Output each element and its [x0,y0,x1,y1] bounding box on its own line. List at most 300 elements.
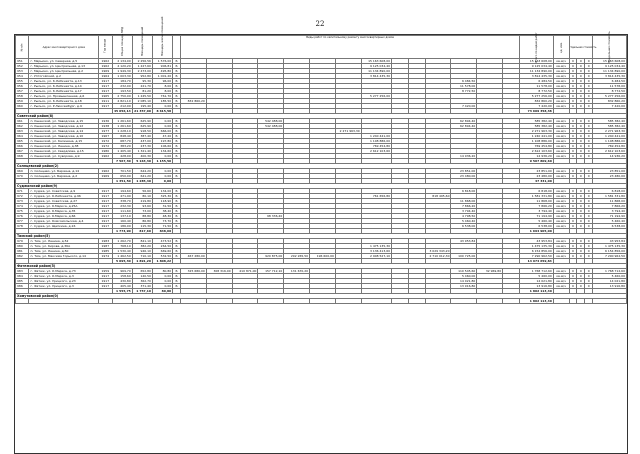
table-cell: 0 [585,169,593,174]
table-cell: 197,80 [152,139,172,144]
register-table-frame [14,16,628,454]
table-cell: 963 [16,129,29,134]
table-cell: 3 814 435,30 [593,74,627,79]
table-cell: 2 612 103,60 [361,149,391,154]
table-cell: 0 [585,209,593,214]
table-cell: г. Рыльск, ул. Промышленная, д.6 [29,94,99,99]
table-cell: 14 936,20 [593,154,627,159]
table-cell: 292 265,50 [284,254,310,259]
table-cell: 0 [585,129,593,134]
table-cell [112,299,132,304]
table-cell: 0 [569,124,577,129]
table-cell: 6 484,50 [520,79,554,84]
table-cell: 8,00 [152,84,172,89]
table-cell: 971 [16,189,29,194]
table-cell: 1967 [99,134,112,139]
table-cell: 532,50 [152,254,172,259]
table-cell: 5 460,40 [520,219,554,224]
table-cell: Б [173,124,181,129]
table-cell: 650,00 [112,174,132,179]
table-cell: Б [173,199,181,204]
table-cell [585,299,593,304]
table-cell: 986 [16,284,29,289]
table-cell: 1 261,60 [112,124,132,129]
table-cell: кв.м/ч [553,149,569,154]
table-cell [284,299,310,304]
table-cell: 701,50 [112,169,132,174]
table-cell: 7 420,00 [520,104,554,109]
table-cell: 96,00 [152,79,172,84]
section-title: Суджанский район(9) [16,184,627,189]
table-cell: 0,00 [152,284,172,289]
header-area-res: Площадь помещений [132,36,152,59]
table-cell: 0 [569,214,577,219]
table-cell: кв.м/ч [553,59,569,64]
table-cell: 1 240 441,00 [520,134,554,139]
table-cell: 2 085,10 [132,99,152,104]
table-cell: кв.м/ч [553,194,569,199]
table-cell: 0 [577,119,585,124]
table-cell: 11 134 890,00 [520,69,554,74]
table-cell: 1 462,50 [112,254,132,259]
table-cell: п. Тим, ул. Ленина, д.50 [29,249,99,254]
table-cell: 237,30 [132,144,152,149]
table-body [16,59,627,304]
table-cell: 832 860,20 [181,99,207,104]
table-cell: 0 [585,149,593,154]
table-cell [335,299,361,304]
table-cell: кв.м/ч [553,219,569,224]
table-cell: п. Кшенский, ул. Заводская, д.10 [29,134,99,139]
table-cell: 542 488,00 [258,119,284,124]
table-cell: 193,50 [112,89,132,94]
table-cell: Б [173,244,181,249]
table-cell: 2 134,00 [112,59,132,64]
table-cell: 11 868,00 [520,199,554,204]
table-cell: 0 [569,139,577,144]
table-cell: 954 [16,74,29,79]
table-cell [310,299,336,304]
table-cell: 11 134 890,00 [361,69,391,74]
section-title: Тимский район(5) [16,234,627,239]
table-cell: 0 [577,169,585,174]
table-cell: кв.м/ч [553,209,569,214]
table-cell: Б [173,69,181,74]
table-cell: 3 136 413,60 [361,249,391,254]
table-cell: 0 [569,219,577,224]
table-cell: 1 228,10 [112,129,132,134]
table-cell: кв.м/ч [553,269,569,274]
table-cell: 0 [585,279,593,284]
table-cell: 1936 [99,119,112,124]
table-cell: 5 460,00 [520,274,554,279]
table-cell: 2 271 963,30 [593,129,627,134]
table-cell: 3 794,40 [593,209,627,214]
table-cell: 45 056,14 [113,109,131,113]
table-cell: 0 [577,214,585,219]
table-cell: Б [173,139,181,144]
table-cell [392,299,409,304]
table-cell: 23 480,00 [520,174,554,179]
table-cell: 71,50 [152,224,172,229]
table-cell: г. Фатеж, ул. К.Маркса, д.73 [29,269,99,274]
table-cell [152,299,172,304]
header-work-types: Виды работ по капитальному ремонту многоквартирных домов [181,36,520,59]
table-cell: 7 290 962,50 [593,254,627,259]
table-cell: 962 [16,124,29,129]
table-cell: кв.м/ч [553,89,569,94]
table-cell: кв.м/ч [553,189,569,194]
table-cell: г. Рыльск, ул. К.Либкнехта, д.17 [29,89,99,94]
table-cell: 968 [16,154,29,159]
table-cell: 23 480,00 [593,174,627,179]
table-cell: п. Кшенский, ул. Ленина, д.38 [29,144,99,149]
table-cell: Б [173,174,181,179]
table-cell: 769 454,80 [593,144,627,149]
table-cell: 644,20 [132,169,152,174]
table-cell: 1917 [99,104,112,109]
table-cell: Б [173,79,181,84]
table-cell: 0 [577,69,585,74]
table-cell: кв.м/ч [553,204,569,209]
header-year: Год ввода [99,36,112,59]
table-cell: 972 [16,194,29,199]
table-cell: кв.м/ч [553,134,569,139]
table-cell: 761,70 [152,94,172,99]
table-cell: 625,90 [132,124,152,129]
table-cell: 0 [577,274,585,279]
table-cell: 0 [577,249,585,254]
table-cell: 71 194,90 [520,214,554,219]
table-cell: 951 [16,59,29,64]
header-no: № п/п [16,36,29,59]
table-cell: 6 818,00 [451,189,477,194]
table-cell: 1917 [99,224,112,229]
table-cell: 1917 [99,189,112,194]
table-cell: 7 567,30 [112,159,132,164]
table-cell [16,299,29,304]
table-cell: 428,00 [112,154,132,159]
table-cell: 1 581 331,80 [593,194,627,199]
table-cell: 1 262,70 [112,239,132,244]
table-cell: 585 382,40 [520,119,554,124]
table-cell: 969 [16,169,29,174]
table-cell: 43 953,84 [451,239,477,244]
table-cell: 832 860,20 [520,99,554,104]
table-cell: кв.м/ч [553,144,569,149]
table-cell: 157 712,10 [258,269,284,274]
table-cell: 111,60 [112,209,132,214]
table-cell: 1964 [99,74,112,79]
table-cell: 1 555,75 [112,289,132,294]
table-cell: 1 351,50 [112,179,132,184]
table-cell: 585 382,40 [520,124,554,129]
table-cell: 14 021,80 [593,279,627,284]
table-cell: 0 [585,194,593,199]
table-cell: 14 974 659,84 [520,259,554,264]
table-cell: 832 860,20 [593,99,627,104]
table-cell: 974 [16,204,29,209]
table-cell: 960 [16,104,29,109]
table-cell: 7 290 962,50 [520,254,554,259]
table-cell: 1985 [99,249,112,254]
table-cell: 0 [585,134,593,139]
table-cell: 7 866,20 [451,204,477,209]
table-cell: 959 [16,99,29,104]
table-cell [99,299,112,304]
table-cell: Б [173,269,181,274]
table-cell: 953 [16,69,29,74]
section-title: Советский район(8) [16,114,627,119]
table-cell: 952,80 [132,74,152,79]
table-cell: г. Марьино, ул. Центральная, д.13 [29,64,99,69]
table-cell: 47 331,00 [520,179,554,184]
table-cell [132,299,152,304]
table-cell: 0 [585,224,593,229]
table-cell: г. Марьино, ул. Центральная, д.2 [29,69,99,74]
table-cell: 958 [16,94,29,99]
table-cell: 48,30 [152,214,172,219]
table-cell: 56,60 [132,189,152,194]
table-cell: 1 475 135,30 [361,244,391,249]
table-cell: 1917 [99,214,112,219]
table-cell: 9 125 034,40 [520,64,554,69]
table-cell: 0 [577,149,585,154]
table-cell: кв.м/ч [553,284,569,289]
table-cell: 1 003,30 [112,74,132,79]
table-cell: 5 460,40 [593,219,627,224]
table-cell: Б [173,254,181,259]
table-cell: Б [173,274,181,279]
page-number: 22 [315,20,325,28]
table-cell: 0 [577,279,585,284]
table-cell: 669,60 [152,249,172,254]
table-cell: 0 [585,199,593,204]
table-cell: Б [173,134,181,139]
table-cell: 264,50 [152,244,172,249]
table-cell: 817,60 [132,229,152,234]
table-cell: 957 [16,89,29,94]
table-cell: 11 578,00 [593,84,627,89]
table-cell: 221,70 [132,84,152,89]
table-cell: 185,50 [152,99,172,104]
table-cell: 1974 [99,254,112,259]
table-cell: 1 321,40 [132,149,152,154]
table-cell: 100 725,00 [451,254,477,259]
table-cell: 6 538,00 [593,224,627,229]
table-cell: 0 [585,89,593,94]
table-cell: 979 [16,239,29,244]
table-cell: 73,00 [132,209,152,214]
table-cell: 848,60 [152,229,172,234]
table-cell: кв.м/ч [553,239,569,244]
table-cell: кв.м/ч [553,154,569,159]
table-cell: 0 [569,249,577,254]
table-cell: 62 894,40 [451,124,477,129]
table-cell: 0 [569,204,577,209]
table-cell: 93,60 [132,204,152,209]
header-area-live: Площадь жилых помещений [152,36,172,59]
table-cell: 14 021,80 [520,279,554,284]
table-cell: 0 [569,149,577,154]
table-cell: 338,70 [112,199,132,204]
table-cell: 7 866,20 [593,204,627,209]
table-cell: 818 495,60 [425,194,451,199]
header-limit: Предельная стоимость [593,36,627,59]
table-cell: Б [173,224,181,229]
table-cell: 0 [585,139,593,144]
header-unit: ед. изм. [553,36,569,59]
table-cell: 0 [577,94,585,99]
table-cell: 1 694 905,00 [520,229,554,234]
table-cell: 0 [585,64,593,69]
table-cell: 23 851,00 [451,169,477,174]
table-cell: 0 [585,119,593,124]
table-cell: 769 454,80 [520,144,554,149]
table-cell: 1972 [99,144,112,149]
table-cell: 982 [16,254,29,259]
table-cell: 1972 [99,139,112,144]
table-cell: 9 507 809,60 [520,159,554,164]
table-cell: 0 [569,169,577,174]
table-cell: 1 227,60 [132,64,152,69]
table-cell: 7 420,00 [451,104,477,109]
table-cell: 6 818,00 [520,189,554,194]
table-cell: 0 [585,94,593,99]
table-cell: г. Рыльск, ул. К.Либкнехта, д.13 [29,79,99,84]
table-cell: 8,00 [152,89,172,94]
table-cell: 400,30 [132,154,152,159]
table-cell: 1 802 113,40 [520,299,554,304]
table-cell: 687,70 [112,139,132,144]
table-cell: г. Фатеж, ул. К.Маркса, д.3 [29,274,99,279]
table-cell: 5 460,40 [451,219,477,224]
table-cell: 0 [569,99,577,104]
table-cell: 43 953,84 [593,239,627,244]
table-cell: 1911 [99,99,112,104]
table-cell: 1962 [99,59,112,64]
table-cell: 383,20 [112,144,132,149]
table-cell: г. Рыльск, ул. Р.Люксембург, д.9 [29,104,99,109]
table-cell: г. Марьино, ул. Северная, д.5 [29,59,99,64]
table-cell: г. Суджа, ул. Щепкина, д.16 [29,224,99,229]
table-cell: 23 851,00 [593,169,627,174]
table-cell: 212,00 [112,104,132,109]
table-cell: 106,60 [152,144,172,149]
table-cell: 652,80 [132,269,152,274]
table-cell: 13 916,80 [593,284,627,289]
table-cell: 0,00 [152,274,172,279]
table-cell: п. Кшенский, ул. Заводская, д.15 [29,119,99,124]
table-cell: кв.м/ч [553,94,569,99]
table-cell: п. Кшенский, ул. Калинина, д.15 [29,139,99,144]
table-cell: 1917 [99,204,112,209]
table-cell: Б [173,94,181,99]
table-cell: 0 [569,174,577,179]
header-spec: Удельная стоимость [569,36,593,59]
table-cell: 1917 [99,84,112,89]
table-cell: 6 818,00 [593,189,627,194]
table-cell: 62 894,40 [451,119,477,124]
table-cell: 6 154 856,00 [520,249,554,254]
table-cell: 2 710 012,30 [425,254,451,259]
table-cell: 4 798,50 [451,214,477,219]
table-cell: Б [173,64,181,69]
table-cell: 1917 [99,89,112,94]
table-cell: 0 [577,209,585,214]
table-cell: 71 194,90 [593,214,627,219]
section-total-row [16,299,627,304]
table-cell: 405,40 [112,284,132,289]
table-cell: 973 [16,199,29,204]
table-cell: кв.м/ч [553,139,569,144]
table-cell: 13 916,80 [520,284,554,289]
table-cell: 906,81 [152,64,172,69]
table-cell: 625,90 [132,119,152,124]
table-cell: 841,10 [132,239,152,244]
table-cell: 965 [16,139,29,144]
table-cell: 1 108 886,00 [593,139,627,144]
table-cell: 43 953,84 [520,239,554,244]
table-cell: 0 [577,254,585,259]
table-cell [173,299,181,304]
table-cell: 0 [585,274,593,279]
table-cell: 0 [577,144,585,149]
table-cell: 967 [16,149,29,154]
register-table [15,16,627,304]
header-address: Адрес многоквартирного дома [29,36,99,59]
table-cell: 5 277 256,00 [520,94,554,99]
table-cell: 5 277 256,00 [361,94,391,99]
table-cell: 1 155,50 [152,159,172,164]
table-cell: 768,10 [112,244,132,249]
table-cell: Б [173,154,181,159]
table-cell: 232,30 [112,204,132,209]
table-cell: 1 768 712,60 [520,269,554,274]
table-cell: 0 [577,174,585,179]
table-cell: кв.м/ч [553,244,569,249]
table-cell: 0 [577,84,585,89]
table-cell: 0 [585,154,593,159]
table-cell: Б [173,194,181,199]
table-cell: 1 757,10 [132,289,152,294]
table-cell: 5 277 256,00 [593,94,627,99]
table-cell: Б [173,119,181,124]
table-cell: 1917 [99,279,112,284]
table-cell: 15 163 608,00 [520,59,554,64]
table-cell: 0 [585,174,593,179]
table-cell: 0,00 [152,124,172,129]
table-cell: 362,70 [132,279,152,284]
table-cell: 0 [577,134,585,139]
table-cell: 134,60 [152,149,172,154]
table-cell: 0,00 [152,279,172,284]
table-cell [569,299,577,304]
table-cell: 0 [577,64,585,69]
table-cell: 308 316,00 [206,269,232,274]
table-cell: 140,50 [132,274,152,279]
table-cell: 0 [569,64,577,69]
table-cell: 5 095,30 [112,259,132,264]
table-cell: Б [173,129,181,134]
table-cell: 1938 [99,124,112,129]
table-cell: 73,70 [152,219,172,224]
table-cell: 0 [577,129,585,134]
table-cell: 134,00 [152,189,172,194]
header-area: Общая площадь МКД [112,36,132,59]
table-cell: 1962 [99,64,112,69]
table-cell: Б [173,104,181,109]
